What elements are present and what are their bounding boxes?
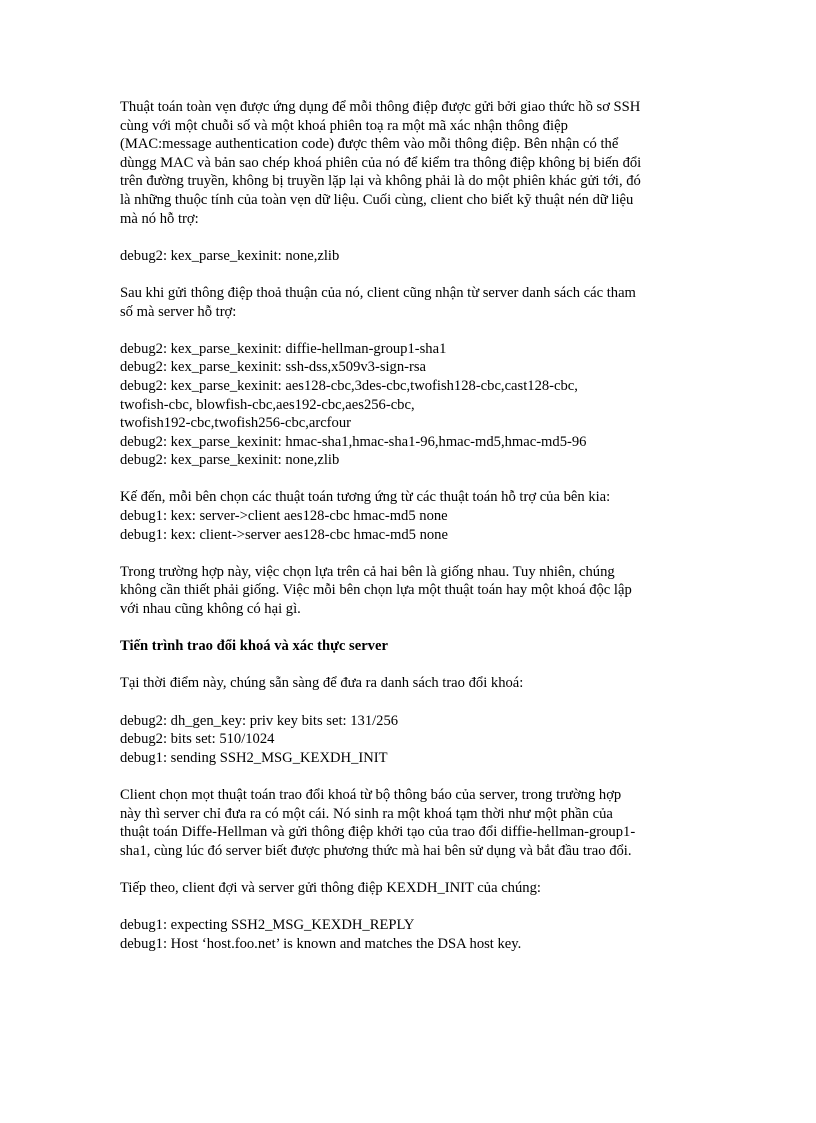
text-line: debug1: Host ‘host.foo.net’ is known and matches the DSA host key. (120, 935, 522, 952)
text-line: twofish192-cbc,twofish256-cbc,arcfour (120, 415, 351, 432)
text-line: debug2: kex_parse_kexinit: none,zlib (120, 247, 340, 264)
text-line: debug2: kex_parse_kexinit: ssh-dss,x509v3-sign-rsa (120, 359, 427, 376)
text-line: debug1: sending SSH2_MSG_KEXDH_INIT (120, 749, 388, 766)
text-line: debug1: expecting SSH2_MSG_KEXDH_REPLY (120, 917, 415, 934)
paragraph (120, 284, 720, 321)
text-line: Tiến trình trao đổi khoá và xác thực server (120, 638, 388, 655)
text-line: Tiếp theo, client đợi và server gửi thông điệp KEXDH_INIT của chúng: (120, 879, 541, 896)
text-line: không cần thiết phải giống. Việc mỗi bên chọn lựa một thuật toán hay một khoá độc lập (120, 582, 632, 599)
document-page (120, 98, 720, 972)
text-line: sha1, cùng lúc đó server biết được phương thức mà hai bên sử dụng và bắt đầu trao đổi. (120, 842, 632, 859)
text-line: Thuật toán toàn vẹn được ứng dụng để mỗi thông điệp được gửi bởi giao thức hồ sơ SSH (120, 99, 641, 115)
text-line: (MAC:message authentication code) được thêm vào mỗi thông điệp. Bên nhận có thể (120, 136, 619, 153)
text-line: debug1: kex: client->server aes128-cbc hmac-md5 none (120, 526, 448, 543)
paragraph (120, 563, 720, 619)
section-heading (120, 637, 720, 656)
paragraph (120, 247, 720, 266)
text-line: debug1: kex: server->client aes128-cbc hmac-md5 none (120, 508, 448, 525)
text-line: mà nó hỗ trợ: (120, 210, 199, 227)
text-line: Kế đến, mỗi bên chọn các thuật toán tương ứng từ các thuật toán hỗ trợ của bên kia: (120, 489, 611, 506)
text-line: Tại thời điểm này, chúng sẵn sàng để đưa ra danh sách trao đổi khoá: (120, 675, 524, 692)
text-line: debug2: kex_parse_kexinit: aes128-cbc,3des-cbc,twofish128-cbc,cast128-cbc, (120, 377, 578, 394)
paragraph (120, 340, 720, 470)
text-line: Trong trường hợp này, việc chọn lựa trên cả hai bên là giống nhau. Tuy nhiên, chúng (120, 563, 615, 580)
text-line: trên đường truyền, không bị truyền lặp lại và không phải là do một phiên khác gửi tới, đó (120, 173, 641, 190)
text-line: thuật toán Diffe-Hellman và gửi thông điệp khởi tạo của trao đổi diffie-hellman-group1- (120, 824, 636, 841)
text-line: là những thuộc tính của toàn vẹn dữ liệu. Cuối cùng, client cho biết kỹ thuật nén dữ liệu (120, 191, 634, 208)
paragraph (120, 488, 720, 544)
paragraph (120, 674, 720, 693)
text-line: twofish-cbc, blowfish-cbc,aes192-cbc,aes256-cbc, (120, 396, 415, 413)
text-line: dùngg MAC và bản sao chép khoá phiên của nó để kiểm tra thông điệp không bị biến đổi (120, 154, 642, 171)
text-line: debug2: kex_parse_kexinit: hmac-sha1,hmac-sha1-96,hmac-md5,hmac-md5-96 (120, 433, 587, 450)
text-line: số mà server hỗ trợ: (120, 303, 237, 320)
text-line: debug2: bits set: 510/1024 (120, 731, 275, 748)
text-line: debug2: dh_gen_key: priv key bits set: 131/256 (120, 712, 399, 729)
text-line: debug2: kex_parse_kexinit: diffie-hellman-group1-sha1 (120, 340, 447, 357)
text-line: Client chọn mọt thuật toán trao đổi khoá từ bộ thông báo của server, trong trường hợp (120, 786, 622, 803)
text-line: debug2: kex_parse_kexinit: none,zlib (120, 452, 340, 469)
paragraph (120, 916, 720, 953)
paragraph (120, 879, 720, 898)
paragraph (120, 98, 720, 228)
text-line: với nhau cũng không có hại gì. (120, 601, 301, 618)
paragraph (120, 712, 720, 768)
paragraph (120, 786, 720, 860)
text-line: này thì server chỉ đưa ra có một cái. Nó sinh ra một khoá tạm thời như một phần của (120, 805, 613, 822)
text-line: cùng với một chuỗi số và một khoá phiên toạ ra một mã xác nhận thông điệp (120, 117, 568, 134)
text-line: Sau khi gửi thông điệp thoả thuận của nó, client cũng nhận từ server danh sách các tham (120, 284, 636, 301)
